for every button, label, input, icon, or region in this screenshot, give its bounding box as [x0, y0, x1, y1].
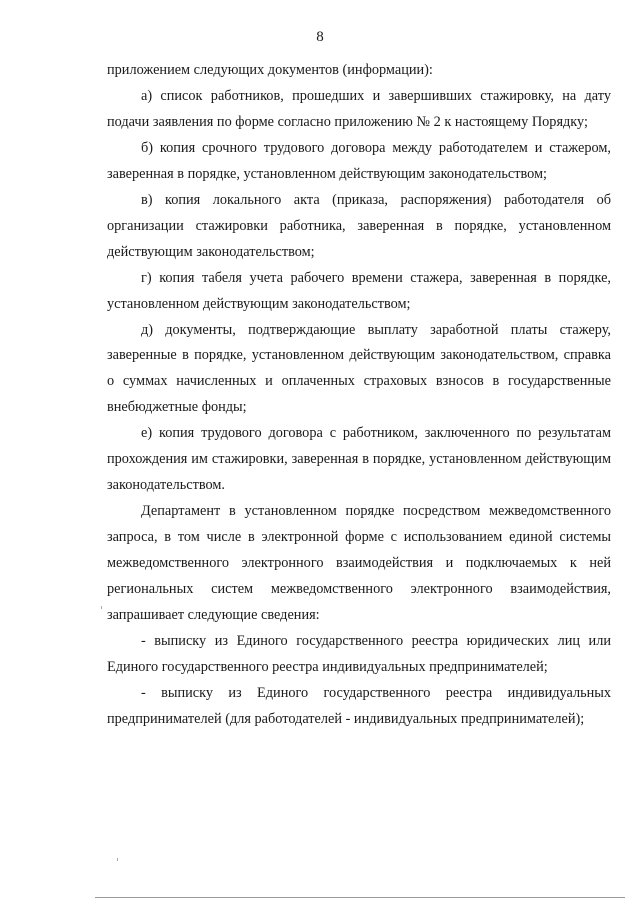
list-item-v: в) копия локального акта (приказа, распоряжения) работодателя об организации стажировки работника, заверенная в порядке, установленном действующим законодательством;: [107, 191, 611, 260]
document-body: [107, 58, 611, 733]
list-item-a: а) список работников, прошедших и завершивших стажировку, на дату подачи заявления по форме согласно приложению № 2 к настоящему Порядку;: [107, 87, 611, 130]
page-number: 8: [316, 29, 324, 45]
scan-edge-line: [95, 897, 625, 898]
list-item-b: б) копия срочного трудового договора между работодателем и стажером, заверенная в порядке, установленном действующим законодательством;: [107, 139, 611, 182]
dash-item-entrepreneurs: - выписку из Единого государственного реестра индивидуальных предпринимателей (для работодателей - индивидуальных предпринимателей);: [107, 684, 611, 727]
list-item-d: д) документы, подтверждающие выплату заработной платы стажеру, заверенные в порядке, установленном действующим законодательством, справка о суммах начисленных и оплаченных страховых взносов в государственные внебюджетные фонды;: [107, 321, 611, 416]
department-paragraph: Департамент в установленном порядке посредством межведомственного запроса, в том числе в электронной форме с использованием единой системы межведомственного электронного взаимодействия и подключаемых к ней региональных систем межведомственного электронного взаимодействия, запрашивает следующие сведения:: [107, 503, 611, 624]
scan-artifact: [117, 858, 118, 861]
paragraph-continuation: приложением следующих документов (информации):: [107, 62, 433, 78]
list-item-g: г) копия табеля учета рабочего времени стажера, заверенная в порядке, установленном действующим законодательством;: [107, 269, 611, 312]
scan-artifact: [101, 606, 102, 609]
list-item-e: е) копия трудового договора с работником, заключенного по результатам прохождения им стажировки, заверенная в порядке, установленном действующим законодательством.: [107, 425, 611, 494]
dash-item-legal-entities: - выписку из Единого государственного реестра юридических лиц или Единого государственного реестра индивидуальных предпринимателей;: [107, 632, 611, 675]
